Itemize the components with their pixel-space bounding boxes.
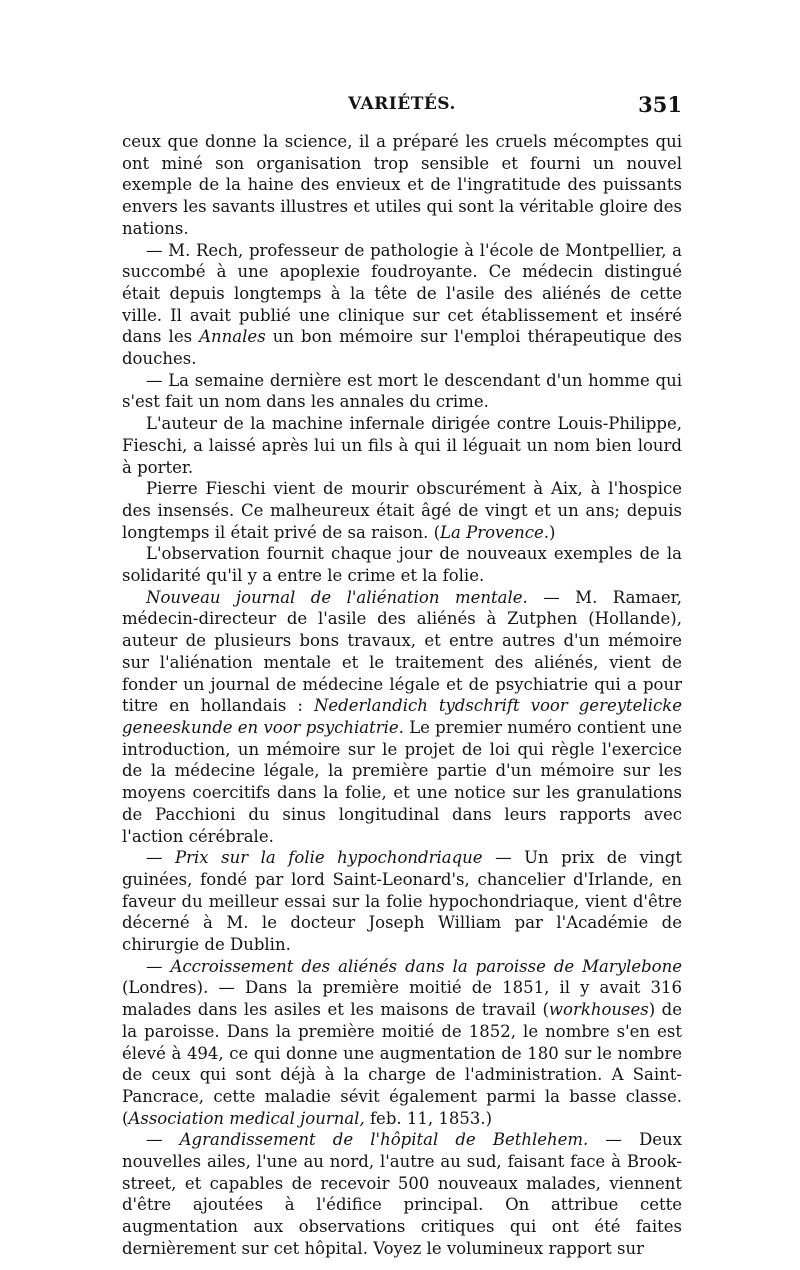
paragraph-text: — M. Ramaer, médecin-directeur de l'asile des aliénés à Zutphen (Hollande), auteur de plusieurs bons travaux, et entre autres d'un mémoire sur l'aliénation mentale et le traitement des aliénés, vient de fonder un journal de médecine légale et de psychiatrie qui a pour titre en hollandais : (122, 587, 682, 716)
paragraph-text: ceux que donne la science, il a préparé les cruels mécomptes qui ont miné son organisation trop sensible et fourni un nouvel exemple de la haine des envieux et de l'ingratitude des puissants envers les savants illustres et utiles qui sont la véritable gloire des nations. (122, 132, 682, 238)
page-header (122, 94, 682, 124)
journal-title: Nederlandich tydschrift voor gereytelicke geneeskunde en voor psychiatrie. (122, 696, 682, 737)
term-italic: workhouses (548, 1000, 649, 1020)
paragraph-text: Pierre Fieschi vient de mourir obscurément à Aix, à l'hospice des insensés. Ce malheureux était âgé de vingt et un ans; depuis longtemps il était privé de sa raison. ( (122, 479, 682, 542)
paragraph-rech (122, 240, 682, 370)
paragraph-observation (122, 543, 682, 586)
journal-title: Association medical journal, (128, 1108, 365, 1128)
paragraph-text: Le premier numéro contient une introduction, un mémoire sur le projet de loi qui règle l'exercice de la médecine légale, la première partie d'un mémoire sur les moyens coercitifs dans la folie, et une notice sur les granulations de Pacchioni du sinus longitudinal dans leurs rapports avec l'action cérébrale. (122, 717, 682, 846)
paragraph-fieschi-author (122, 413, 682, 478)
paragraph-continuation (122, 131, 682, 240)
paragraph-text: L'auteur de la machine infernale dirigée contre Louis-Philippe, Fieschi, a laissé après lui un fils à qui il léguait un nom bien lourd à porter. (122, 414, 682, 477)
paragraph-text: — (146, 956, 171, 976)
paragraph-text: — Un prix de vingt guinées, fondé par lord Saint-Leonard's, chancelier d'Irlande, en faveur du meilleur essai sur la folie hypochondriaque, vient d'être décerné à M. le docteur Joseph William par l'Académie de chirurgie de Dublin. (122, 848, 682, 955)
paragraph-text: — (146, 848, 176, 868)
paragraph-text: ) (548, 522, 556, 542)
paragraph-accroissement (122, 956, 682, 1130)
section-title: Agrandissement de l'hôpital de Bethlehem. (179, 1130, 589, 1150)
paragraph-text: — M. Rech, professeur de pathologie à l'école de Montpellier, a succombé à une apoplexie foudroyante. Ce médecin distingué était depuis longtemps à la tête de l'asile des aliénés de cette ville. Il avait publié une clinique sur cet établissement et inséré dans les (122, 240, 682, 347)
journal-title: Annales (199, 327, 266, 347)
paragraph-text: — La semaine dernière est mort le descendant d'un homme qui s'est fait un nom dans les annales du crime. (122, 370, 682, 412)
paragraph-prix (122, 847, 682, 956)
paragraph-agrandissement (122, 1129, 682, 1259)
paragraph-text: ) de la paroisse. Dans la première moitié de 1852, le nombre s'en est élevé à 494, ce qui donne une augmentation de 180 sur le nombre de ceux qui sont déjà à la charge de l'administration. A Saint-Pancrace, cette maladie sévit également parmi la basse classe. ( (122, 1000, 682, 1128)
paragraph-text: L'observation fournit chaque jour de nouveaux exemples de la solidarité qu'il y a entre le crime et la folie. (122, 544, 682, 586)
running-head: VARIÉTÉS. (348, 94, 456, 114)
body-text (122, 131, 682, 1260)
paragraph-text: feb. 11, 1853.) (364, 1108, 493, 1128)
section-title: Prix sur la folie hypochondriaque (175, 848, 483, 868)
paragraph-nouveau-journal (122, 587, 682, 847)
paragraph-text: un bon mémoire sur l'emploi thérapeutique des douches. (122, 327, 683, 369)
section-title: Accroissement des aliénés dans la paroisse de Marylebone (170, 956, 683, 976)
page-number: 351 (638, 92, 682, 117)
paragraph-pierre-fieschi (122, 478, 682, 543)
paragraph-text: — Deux nouvelles ailes, l'une au nord, l'autre au sud, faisant face à Brook-street, et capables de recevoir 500 nouveaux malades, viennent d'être ajoutées à l'édifice principal. On attribue cette augmentation aux observations critiques qui ont été faites dernièrement sur cet hôpital. Voyez le volumineux rapport sur (122, 1130, 682, 1258)
paragraph-text: (Londres). — Dans la première moitié de 1851, il y avait 316 malades dans les asiles et les maisons de travail ( (122, 978, 682, 1020)
section-title: Nouveau journal de l'aliénation mentale. (146, 587, 528, 607)
paragraph-descendant (122, 370, 682, 413)
paragraph-text: — (146, 1130, 180, 1150)
source-title: La Provence. (440, 522, 549, 542)
